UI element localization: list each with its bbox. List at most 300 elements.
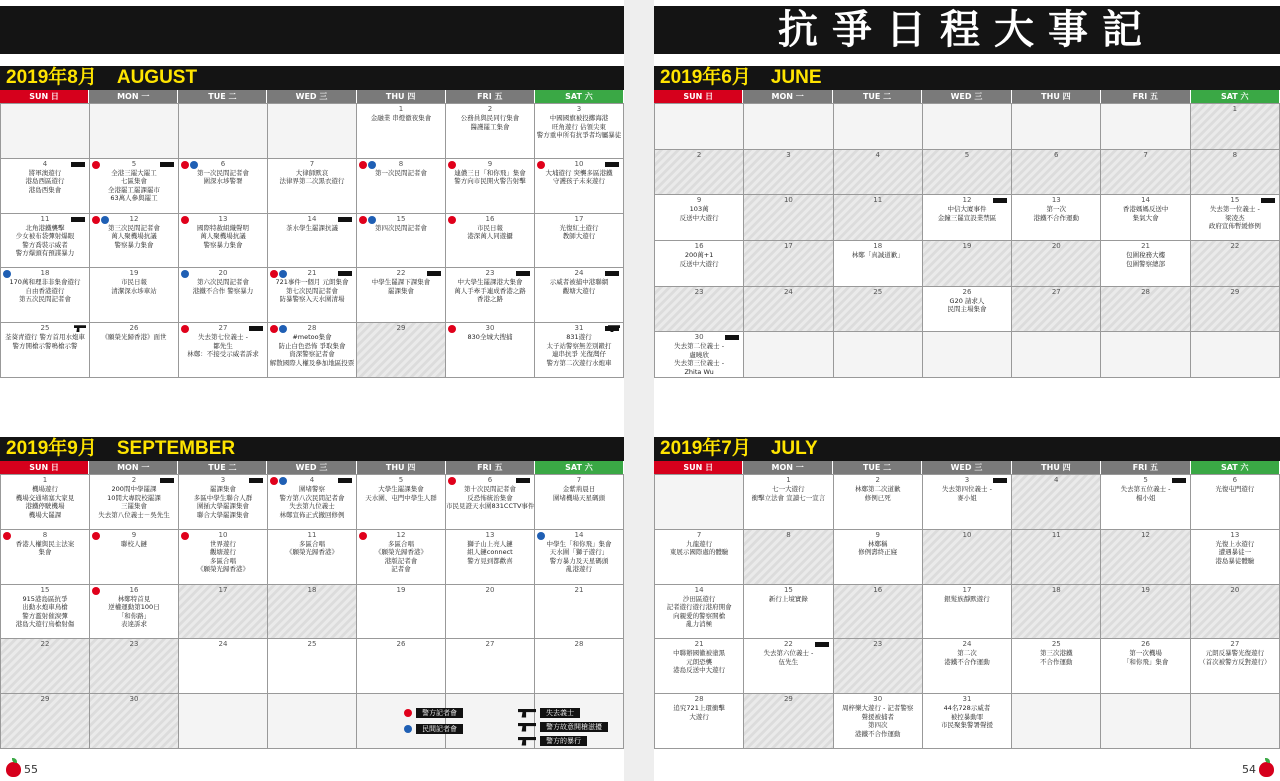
day-number: 4 xyxy=(42,159,48,168)
legend-label: 民間記者會 xyxy=(416,724,463,734)
event-text: 失去第二位義士 - xyxy=(674,342,725,351)
event-text: 元朗反暴警光復遊行 xyxy=(1205,649,1265,658)
event-text: 全港三罷大罷工 xyxy=(111,168,157,177)
day-cell xyxy=(446,104,535,159)
event-text: 林鄭稱 xyxy=(867,539,888,548)
red-dot-icon xyxy=(448,216,456,224)
day-number: 6 xyxy=(487,476,493,484)
day-number: 29 xyxy=(783,695,793,704)
event-text: 銀髮族靜默遊行 xyxy=(944,594,990,603)
event-text: 鄒先生 xyxy=(213,341,233,350)
day-number: 6 xyxy=(220,159,226,168)
day-number: 24 xyxy=(574,269,584,278)
empty-cell xyxy=(655,104,744,150)
black-ribbon-icon xyxy=(516,478,530,483)
top-banner-left xyxy=(0,6,624,54)
day-cell xyxy=(535,639,624,694)
event-text: 警方重申所有抗爭者均屬暴徒 xyxy=(536,131,622,139)
day-cell xyxy=(923,475,1012,530)
event-text: 200間中學罷課 xyxy=(111,485,157,493)
event-text: 中學生罷課下課集會 xyxy=(371,278,431,287)
day-number: 12 xyxy=(129,214,139,223)
day-number: 3 xyxy=(964,476,970,484)
event-markers xyxy=(537,161,545,169)
event-text: 港鐵不合作 警察暴力 xyxy=(192,286,254,295)
weekday-label: FRI 五 xyxy=(446,461,535,474)
day-number: 9 xyxy=(131,530,137,539)
day-cell xyxy=(1191,530,1280,585)
event-text: 反送中大遊行 xyxy=(679,213,719,222)
blue-dot-icon xyxy=(279,325,287,333)
weekday-label: WED 三 xyxy=(922,90,1011,103)
event-text: 守護孩子未來遊行 xyxy=(553,177,605,186)
day-number: 13 xyxy=(485,530,495,539)
weekday-label: SUN 日 xyxy=(654,461,743,474)
event-text: 市民見證天水圍831CCTV事件 xyxy=(446,502,534,510)
month-title: 2019年6月 xyxy=(660,67,751,88)
empty-cell xyxy=(1012,104,1101,150)
event-text: 圍堵警察 xyxy=(299,485,325,493)
day-cell xyxy=(1012,195,1101,241)
event-text: 第十次民間記者會 xyxy=(464,485,516,493)
weekday-label: WED 三 xyxy=(267,461,356,474)
empty-cell xyxy=(655,475,744,530)
event-text: 圍堵機場天星碼頭 xyxy=(553,493,605,502)
black-ribbon-icon xyxy=(1172,478,1186,483)
day-cell xyxy=(179,585,268,640)
event-text: 林鄭「真誠道歉」 xyxy=(851,251,904,260)
event-text: 《願榮光歸香港》面世 xyxy=(101,333,167,342)
red-dot-icon xyxy=(404,709,412,717)
day-number: 30 xyxy=(694,333,704,342)
page-number-right xyxy=(1242,762,1274,777)
event-text: 「和你飛」集會 xyxy=(1122,657,1169,666)
calendar-grid xyxy=(654,474,1280,749)
event-markers xyxy=(92,587,100,595)
event-markers xyxy=(448,325,456,333)
weekday-label: FRI 五 xyxy=(1101,461,1190,474)
event-text: 旺角遊行 佔領尖東 xyxy=(551,122,607,131)
event-text: 失去第八位義士－吳先生 xyxy=(98,510,170,519)
day-number: 22 xyxy=(1230,242,1240,251)
day-number: 4 xyxy=(1054,476,1059,484)
day-number: 2 xyxy=(696,150,702,159)
event-text: 第一次民間記者會 xyxy=(197,168,249,177)
weekday-label: TUE 二 xyxy=(178,90,267,103)
event-markers xyxy=(181,216,189,224)
empty-cell xyxy=(834,104,923,150)
day-number: 27 xyxy=(218,324,228,333)
event-text: 林鄭特首見 xyxy=(117,594,151,603)
event-text: 解散國際人權及參加地區投票 xyxy=(269,358,355,367)
event-text: 失去第四位義士 - xyxy=(942,485,992,493)
day-cell xyxy=(446,159,535,214)
event-text: 天水圍、屯門中學生人群 xyxy=(365,493,437,502)
event-markers xyxy=(181,161,198,169)
empty-cell xyxy=(1,104,90,159)
day-number: 17 xyxy=(218,585,228,594)
day-number: 11 xyxy=(40,214,50,223)
day-number: 3 xyxy=(576,105,582,113)
day-number: 28 xyxy=(694,695,704,704)
event-text: 警方爆頭有預謀暴力 xyxy=(15,249,75,258)
day-cell xyxy=(90,475,179,530)
day-number: 1 xyxy=(786,476,791,484)
day-cell xyxy=(1012,150,1101,196)
day-cell xyxy=(834,475,923,530)
event-text: 天水圍「獅子遊行」 xyxy=(549,548,609,557)
event-text: 《願榮光歸香港》 xyxy=(197,565,249,574)
weekday-label: SUN 日 xyxy=(654,90,743,103)
event-text: 新行上境實錄 xyxy=(768,594,808,603)
day-number: 16 xyxy=(694,242,704,251)
weekday-header xyxy=(654,90,1280,103)
day-cell xyxy=(1191,195,1280,241)
day-cell xyxy=(1101,150,1190,196)
event-text: 向親愛的警察開槍 xyxy=(673,611,726,620)
day-number: 11 xyxy=(873,196,883,205)
day-number: 3 xyxy=(220,476,226,484)
day-number: 17 xyxy=(962,585,972,594)
black-ribbon-icon xyxy=(338,271,352,276)
event-text: 《願榮光歸香港》 xyxy=(375,548,427,557)
event-text: 港版記者會 xyxy=(384,556,418,565)
event-text: 「和你路」 xyxy=(117,611,151,620)
event-text: 多區合唱 xyxy=(210,556,236,565)
event-text: 第五次民間記者會 xyxy=(19,295,71,304)
event-text: 第三次民間記者會 xyxy=(108,223,160,232)
day-number: 30 xyxy=(129,695,139,704)
event-text: 10間大專院校罷課 xyxy=(107,493,161,502)
calendar-grid xyxy=(654,103,1280,378)
day-cell xyxy=(1191,585,1280,640)
day-cell xyxy=(90,530,179,585)
day-number: 9 xyxy=(696,196,702,205)
event-text: 大埔遊行 突襲多區港鐵 xyxy=(545,168,613,177)
event-text: 金紫荊晨日 xyxy=(562,485,596,493)
day-cell xyxy=(535,585,624,640)
event-markers xyxy=(448,161,456,169)
legend-police-violence xyxy=(518,735,587,747)
event-text: 七一大遊行 xyxy=(772,485,805,493)
event-markers xyxy=(181,325,189,333)
event-text: 林鄭第二次道歉 xyxy=(854,485,901,493)
red-dot-icon xyxy=(181,325,189,333)
event-markers xyxy=(3,532,11,540)
weekday-label: MON 一 xyxy=(89,461,178,474)
day-number: 5 xyxy=(964,150,970,159)
day-cell xyxy=(1,323,90,378)
day-number: 17 xyxy=(783,242,793,251)
event-text: 831遊行 xyxy=(566,333,592,342)
day-number: 10 xyxy=(783,196,793,205)
day-number: 3 xyxy=(786,150,791,159)
day-number: 25 xyxy=(307,640,317,649)
event-text: 將軍澳遊行 xyxy=(28,168,62,177)
event-text: 警方開槍示警鳴槍示警 xyxy=(12,341,78,350)
day-cell xyxy=(834,530,923,585)
day-number: 15 xyxy=(40,585,50,594)
day-number: 27 xyxy=(1230,640,1240,649)
event-markers xyxy=(3,270,11,278)
event-text: 港島大遊行鳥槍射傷 xyxy=(15,620,75,629)
empty-cell xyxy=(1101,332,1190,378)
event-markers xyxy=(359,216,376,224)
event-text: 自由香港遊行 xyxy=(25,286,65,295)
day-number: 20 xyxy=(218,269,228,278)
day-cell xyxy=(834,639,923,694)
day-cell xyxy=(446,268,535,323)
day-number: 31 xyxy=(574,324,584,333)
empty-cell xyxy=(744,104,833,150)
day-number: 30 xyxy=(873,695,883,704)
event-text: 第一次 xyxy=(1046,205,1067,214)
day-number: 26 xyxy=(129,324,139,333)
event-text: 出動水炮車鳥槍 xyxy=(22,603,68,612)
day-number: 20 xyxy=(1051,242,1061,251)
empty-cell xyxy=(268,694,357,749)
event-text: 港島西區遊行 xyxy=(25,177,65,186)
event-text: 逆權運動第100日 xyxy=(108,603,160,612)
day-number: 5 xyxy=(131,159,137,168)
blue-dot-icon xyxy=(3,270,11,278)
day-cell xyxy=(1,214,90,269)
day-number: 29 xyxy=(1230,287,1240,296)
day-number: 24 xyxy=(783,287,793,296)
day-number: 24 xyxy=(218,640,228,649)
day-cell xyxy=(655,530,744,585)
day-cell xyxy=(1,159,90,214)
legend-label: 警方的暴行 xyxy=(540,736,587,746)
day-number: 19 xyxy=(129,269,139,278)
event-text: 被控暴動罪 xyxy=(950,712,984,721)
day-cell xyxy=(535,475,624,530)
event-text: 63萬人參與罷工 xyxy=(110,194,158,203)
day-number: 18 xyxy=(1051,585,1061,594)
event-text: 200萬+1 xyxy=(684,251,714,260)
day-cell xyxy=(357,268,446,323)
event-text: 衝擊立法會 宣讀七一宣言 xyxy=(751,493,826,502)
event-text: 721事件一個月 元朗集會 xyxy=(275,278,349,287)
event-text: 44名728示威者 xyxy=(943,704,991,713)
day-cell xyxy=(655,585,744,640)
day-cell xyxy=(268,639,357,694)
event-text: 第七次民間記者會 xyxy=(286,286,338,295)
event-text: 示威者被捕中港聯網 xyxy=(549,278,609,287)
day-number: 19 xyxy=(1141,585,1151,594)
event-text: 沙田區遊行 xyxy=(682,594,716,603)
day-number: 8 xyxy=(42,530,48,539)
day-cell xyxy=(1012,287,1101,333)
event-text: 不合作運動 xyxy=(1040,657,1073,666)
weekday-label: THU 四 xyxy=(357,90,446,103)
day-number: 29 xyxy=(40,695,50,704)
day-number: 22 xyxy=(783,640,793,649)
day-cell xyxy=(357,159,446,214)
left-page xyxy=(0,0,624,781)
event-text: 罷課集會 xyxy=(388,286,414,295)
day-cell xyxy=(179,475,268,530)
event-markers xyxy=(448,477,456,485)
day-number: 11 xyxy=(307,530,317,539)
event-text: 伍先生 xyxy=(778,657,799,666)
day-cell xyxy=(1101,287,1190,333)
day-cell xyxy=(923,639,1012,694)
page-number: 54 xyxy=(1242,763,1256,776)
event-markers xyxy=(359,161,376,169)
day-number: 17 xyxy=(574,214,584,223)
event-text: 七區集會 xyxy=(121,177,147,186)
blue-dot-icon xyxy=(368,161,376,169)
day-cell xyxy=(744,585,833,640)
month-header xyxy=(0,437,624,461)
day-number: 21 xyxy=(307,269,317,278)
empty-cell xyxy=(179,104,268,159)
event-text: 警方第八次民間記者會 xyxy=(279,493,345,502)
event-text: 萬人聚機場抗議 xyxy=(111,232,157,241)
gun-icon xyxy=(518,723,536,732)
red-dot-icon xyxy=(448,161,456,169)
weekday-label: MON 一 xyxy=(743,90,832,103)
day-cell xyxy=(834,150,923,196)
day-number: 19 xyxy=(962,242,972,251)
day-cell xyxy=(535,530,624,585)
day-cell xyxy=(446,585,535,640)
weekday-label: MON 一 xyxy=(743,461,832,474)
day-cell xyxy=(655,639,744,694)
red-dot-icon xyxy=(92,532,100,540)
day-number: 8 xyxy=(786,530,791,539)
day-cell xyxy=(1,639,90,694)
event-text: 連串抗爭 光復灣仔 xyxy=(551,350,607,359)
day-cell xyxy=(655,332,744,378)
event-text: 機場交通堵塞大家見 xyxy=(15,493,75,502)
day-cell xyxy=(268,159,357,214)
event-text: 國際特赦組織聲明 xyxy=(197,223,249,232)
apple-icon xyxy=(6,762,21,777)
event-text: 失去第一位義士 - xyxy=(1209,205,1260,214)
day-number: 13 xyxy=(218,214,228,223)
day-cell xyxy=(179,530,268,585)
day-number: 6 xyxy=(1054,150,1059,159)
day-number: 7 xyxy=(309,159,315,168)
day-cell xyxy=(1012,475,1101,530)
event-text: 警方第二次遊行水炮車 xyxy=(546,358,612,367)
legend-lost-martyr xyxy=(518,707,580,719)
red-dot-icon xyxy=(537,161,545,169)
event-text: 全港罷工罷課罷市 xyxy=(108,185,160,194)
red-dot-icon xyxy=(359,161,367,169)
black-ribbon-icon xyxy=(605,271,619,276)
black-ribbon-icon xyxy=(427,271,441,276)
weekday-label: SAT 六 xyxy=(1191,90,1280,103)
legend-label: 警方記者會 xyxy=(416,708,463,718)
event-text: 失去第六位義士 - xyxy=(763,649,814,658)
event-text: 包圍警察總部 xyxy=(1126,259,1166,268)
month-title: 2019年8月 xyxy=(6,67,97,88)
day-cell xyxy=(535,104,624,159)
black-ribbon-icon xyxy=(605,162,619,167)
weekday-label: SAT 六 xyxy=(1191,461,1280,474)
day-number: 14 xyxy=(1141,196,1151,205)
event-text: 防止白色恐怖 爭取集會 xyxy=(278,341,346,350)
weekday-label: TUE 二 xyxy=(178,461,267,474)
day-number: 23 xyxy=(694,287,704,296)
event-text: 林鄭：不接受示威者訴求 xyxy=(187,350,259,359)
day-cell xyxy=(268,530,357,585)
event-markers xyxy=(270,325,287,333)
event-text: 民間主場集會 xyxy=(947,305,987,314)
event-text: 光復上水遊行 xyxy=(1215,539,1255,548)
event-text: 機場遊行 xyxy=(32,485,58,493)
event-text: 防暴警察入天水圍清場 xyxy=(279,295,345,304)
black-ribbon-icon xyxy=(993,198,1007,203)
event-text: 大遊行 xyxy=(689,712,709,721)
day-cell xyxy=(923,150,1012,196)
day-cell xyxy=(357,214,446,269)
day-cell xyxy=(1101,241,1190,287)
day-cell xyxy=(923,530,1012,585)
day-number: 8 xyxy=(1232,150,1238,159)
event-text: 金鐘三罷宣設業禁區 xyxy=(937,213,997,222)
event-text: 觀塘大遊行 xyxy=(562,286,596,295)
day-number: 25 xyxy=(40,324,50,333)
event-text: 麥小姐 xyxy=(957,493,977,502)
weekday-label: WED 三 xyxy=(922,461,1011,474)
legend xyxy=(400,705,622,749)
weekday-label: TUE 二 xyxy=(833,461,922,474)
blue-dot-icon xyxy=(181,270,189,278)
day-number: 16 xyxy=(129,585,139,594)
red-dot-icon xyxy=(448,325,456,333)
day-number: 1 xyxy=(398,105,404,113)
red-dot-icon xyxy=(92,216,100,224)
day-number: 1 xyxy=(42,476,48,484)
red-dot-icon xyxy=(448,477,456,485)
day-cell xyxy=(268,475,357,530)
day-number: 9 xyxy=(487,159,493,168)
day-number: 4 xyxy=(309,476,315,484)
day-number: 22 xyxy=(40,640,50,649)
event-text: 失去第七位義士 - xyxy=(198,333,248,342)
day-cell xyxy=(446,214,535,269)
event-text: 170萬和理非非集會遊行 xyxy=(9,278,81,287)
event-text: 警方向市民開火警告射擊 xyxy=(454,177,526,186)
day-number: 14 xyxy=(694,585,704,594)
day-cell xyxy=(446,639,535,694)
day-cell xyxy=(90,268,179,323)
day-number: 22 xyxy=(396,269,406,278)
empty-cell xyxy=(923,104,1012,150)
month-june xyxy=(654,66,1280,378)
month-july xyxy=(654,437,1280,749)
day-number: 18 xyxy=(307,585,317,594)
event-text: 大學生罷課集會 xyxy=(378,485,424,493)
red-dot-icon xyxy=(3,532,11,540)
black-ribbon-icon xyxy=(725,335,739,340)
day-number: 19 xyxy=(396,585,406,594)
day-cell xyxy=(446,323,535,378)
red-dot-icon xyxy=(270,477,278,485)
day-cell xyxy=(744,530,833,585)
event-text: 清潔深水埗車站 xyxy=(111,286,157,295)
empty-cell xyxy=(1101,694,1190,749)
event-text: 三罷集會 xyxy=(121,502,147,510)
event-text: 少女被布袋彈射爆眼 xyxy=(15,232,75,241)
weekday-header xyxy=(0,90,624,103)
day-cell xyxy=(535,268,624,323)
day-cell xyxy=(357,639,446,694)
